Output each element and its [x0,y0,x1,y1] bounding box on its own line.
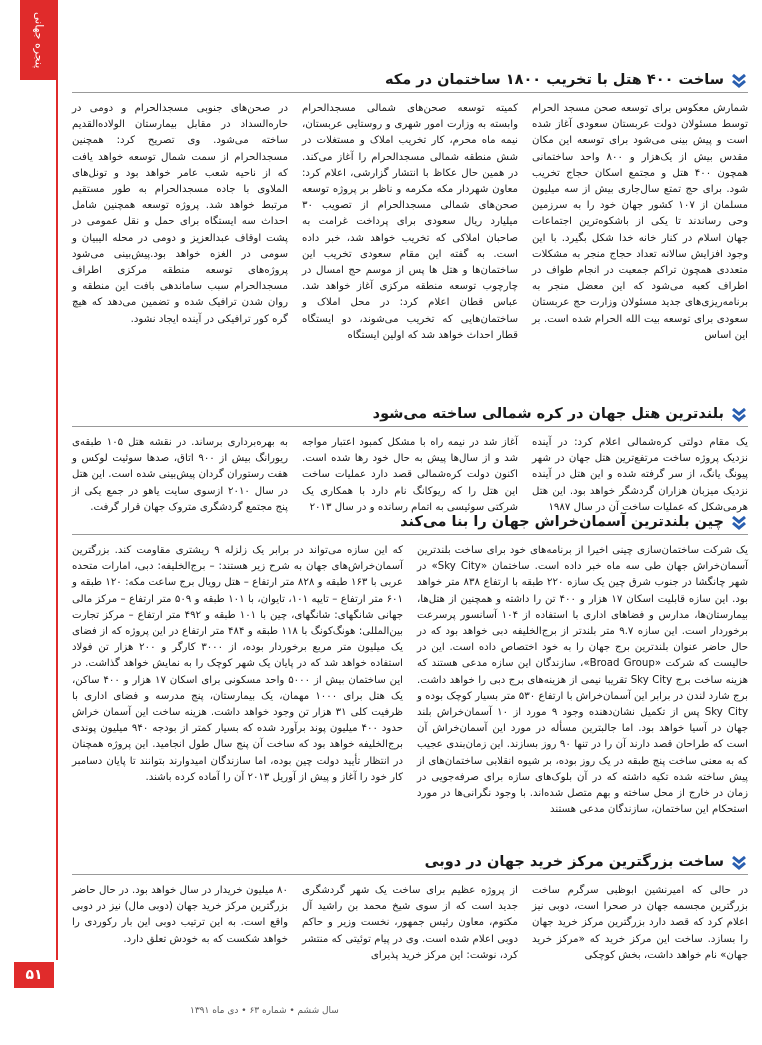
article-column [532,101,748,344]
sidebar-rule [56,80,58,960]
double-chevron-icon [730,72,748,90]
article-column [417,543,748,818]
article-title: بلندترین هتل جهان در کره شمالی ساخته می‌شود [372,406,724,422]
page-number: ۵۱ [14,962,54,988]
article-columns [72,101,748,344]
section-label: پنجره جهانی [32,11,46,69]
column-text: یک شرکت ساختمان‌سازی چینی اخیرا از برنامه‌های خود برای ساخت بلندترین آسمان‌خراش جهان طی سه ماه خبر داده است. ساختمان «Sky City» در شهر چانگشا در جنوب شرق چین یک سازه ۲۲۰ طبقه با ارتفاع ۸۳۸ متر خواهد بود. این سازه قابلیت اسکان ۱۷ هزار و ۴۰۰ تن را داشته و همچنین از هتل‌ها، بیمارستان‌ها، مدارس و فضاهای اداری با استفاده از ۱۰۴ آسانسور پرسرعت برخوردار است. این سازه ۹.۷ متر بلندتر از برج‌الخلیفه دبی خواهد بود که در حال حاضر عنوان بلندترین برج جهان را به خود اختصاص داده است. این در حالیست که شرکت «Broad Group»، سازندگان این سازه مدعی هستند که هزینه ساخت برج Sky City تقریبا نیمی از هزینه‌های برج دبی را خواهد داشت. برج شارد لندن در برابر این آسمان‌خراش با ارتفاع ۵۳۰ متر بسیار کوچک بوده و Sky City پس از تکمیل نشان‌دهنده وجود ۹ مورد از ۱۰ آسمان‌خراش بلند جهان در آسیا خواهد بود. اما جالبترین مسأله در مورد این آسمان‌خراش آن است که طراحان قصد دارند آن را در تنها ۹۰ روز بسازند. این زمان‌بندی عجیب که به معنی ساخت پنج طبقه در یک روز بوده، بر شیوه انقلابی ساختمان‌های از پیش ساخته شده تکیه داشته که در آن بلوک‌های سازه برای صرفه‌جویی در زمان در خارج از محل ساخته و بهم متصل شده‌اند. با وجود نگرانی‌ها در مورد استحکام این ساختمان، سازندگان مدعی هستند [416,545,748,816]
article-column [72,101,288,344]
column-text: ۸۰ میلیون خریدار در سال خواهد بود. در حال حاضر بزرگترین مرکز خرید جهان (دوبی مال) نیز در دوبی واقع است. به این ترتیب دوبی این بار رکوردی را خواهد شکست که به خودش تعلق دارد. [72,885,288,945]
article-column [72,543,403,818]
column-text: کمیته توسعه صحن‌های شمالی مسجدالحرام وابسته به وزارت امور شهری و روستایی عربستان، نیمه ماه محرم، کار تخریب املاک و مستغلات در شش منطقه شمالی مسجدالحرام را آغاز می‌کند. در همین حال عکاظ با انتشار گزارشی، اعلام کرد: معاون شهردار مکه مکرمه و ناظر بر پروژه توسعه صحن‌های شمالی مسجدالحرام از تصویب ۳۰ میلیارد ریال سعودی برای پرداخت غرامت به صاحبان املاکی که تخریب خواهد شد، خبر داده است. به گفته این مقام سعودی تخریب این ساختمان‌ها و هتل ها پس از موسم حج امسال در چارچوب توسعه منطقه مرکزی آغاز خواهد شد. عباس قطان اعلام کرد: در محل املاک و ساختمان‌هایی که تخریب می‌شوند، دو ایستگاه قطار احداث خواهد شد که اولین ایستگاه [302,103,518,341]
article-headline [72,70,748,93]
double-chevron-icon [730,406,748,424]
issue-info: سال ششم • شماره ۶۳ • دی ماه ۱۳۹۱ [190,1006,339,1016]
article-headline [72,404,748,427]
article-title: ساخت بزرگترین مرکز خرید جهان در دوبی [424,854,724,870]
column-text: در صحن‌های جنوبی مسجدالحرام و دومی در حاره‌السداد در مقابل بیمارستان الولاده‌القدیم ساخته می‌شود. وی تصریح کرد: همچنین مسجدالحرام از سمت شمال توسعه خواهد یافت که از ناحیه شعب عامر خواهد بود و تونل‌های الملاوی با جاده مسجدالحرام به طور مستقیم مرتبط خواهد شد. پروژه توسعه همچنین شامل احداث سه ایستگاه برای حمل و نقل عمومی در پشت اوقاف عبدالعزیز و دومی در محله الیبیان و سومی در الغزه خواهد بود.پیش‌بینی می‌شود پروژه‌های توسعه منطقه مرکزی اطراف مسجدالحرام سبب ساماندهی بافت این منطقه و روان شدن ترافیک شده و تضمین می‌دهد که هیچ گره کور ترافیکی در آینده ایجاد نشود. [72,103,288,325]
column-text: که این سازه می‌تواند در برابر یک زلزله ۹ ریشتری مقاومت کند. بزرگترین آسمان‌خراش‌های جهان به شرح زیر هستند: – برج‌الخلیفه: دبی، امارات متحده عربی با ۱۶۳ طبقه و ۸۲۸ متر ارتفاع – هتل رویال برج ساعت مکه: ۱۲۰ طبقه و ۶۰۱ متر ارتفاع – تایپه ۱۰۱، تایوان، با ۱۰۱ طبقه و ۵۰۹ متر ارتفاع – مرکز مالی جهانی شانگهای: شانگهای، چین با ۱۰۱ طبقه و ۴۹۲ متر ارتفاع – مرکز تجارت بین‌المللی: هونگ‌کونگ با ۱۱۸ طبقه و ۴۸۴ متر ارتفاع در این پروژه که از فضای یک میلیون متر مربع برخوردار بوده، از ۳۰۰۰ کارگر و ۲۰۰ هزار تن فولاد استفاده خواهد شد که در پایان یک شهر کوچک را به نمایش خواهد گذاشت. در این ساختمان بیش از ۵۰۰۰ واحد مسکونی برای اسکان ۱۷ هزار و ۴۰۰ ساکن، یک هتل برای ۱۰۰۰ مهمان، یک بیمارستان، پنج مدرسه و فضای اداری با ظرفیت کلی ۳۱ هزار تن وجود خواهد داشت. هزینه ساخت این آسمان خراش حدود ۴۰۰ میلیون پوند برآورد شده که بسیار کمتر از بودجه ۹۴۰ میلیون پوندی برج‌الخلیفه خواهد بود که ساخت آن پنج سال طول انجامید. این پروژه همچنان در انتظار تأیید دولت چین بوده، اما سازندگان امیدوارند بتوانند تا پایان دسامبر کار خود را آغاز و پیش از آوریل ۲۰۱۳ آن را آماده کرده باشند. [72,545,404,783]
article-column [302,883,518,964]
article-column [302,101,518,344]
column-text: به بهره‌برداری برساند. در نقشه هتل ۱۰۵ طبقه‌ی ریورانگ بیش از ۹۰۰ اتاق، صدها سوئیت لوکس و هفت رستوران گردان پیش‌بینی شده است. این هتل در سال ۲۰۱۰ ازسوی سایت یاهو در جمع یکی از پنج مجتمع گردشگری متروک جهان قرار گرفت. [72,437,289,513]
article-dubai-mall [72,852,748,964]
article-mecca-hotels [72,70,748,344]
article-title: چین بلندترین آسمان‌خراش جهان را بنا می‌کند [400,514,724,530]
column-text: از پروژه عظیم برای ساخت یک شهر گردشگری جدید است که از سوی شیخ محمد بن راشید آل مکتوم، معاون رئیس جمهور، نخست وزیر و حاکم دوبی اعلام شده است. وی در پیام توئیتی که منتشر کرد، نوشت: این مرکز خرید پذیرای [302,885,518,961]
article-headline [72,852,748,875]
column-text: یک مقام دولتی کره‌شمالی اعلام کرد: در آینده نزدیک پروژه ساخت مرتفع‌ترین هتل جهان در شهر پیونگ یانگ، از سر گرفته شده و این هتل در آینده نزدیک میزبان هزاران گردشگر خواهد بود. این هتل هرمی‌شکل که عملیات ساخت آن در سال ۱۹۸۷ [532,437,748,513]
article-title: ساخت ۴۰۰ هتل با تخریب ۱۸۰۰ ساختمان در مکه [384,72,724,88]
article-columns [72,543,748,818]
article-column [72,883,288,964]
article-column [72,435,288,516]
article-column [532,435,748,516]
double-chevron-icon [730,514,748,532]
article-columns [72,435,748,516]
article-column [302,435,518,516]
article-column [532,883,748,964]
column-text: در حالی که امیرنشین ابوظبی سرگرم ساخت بزرگترین مجسمه جهان در صحرا است، دوبی نیز اعلام کرد که قصد دارد بزرگترین مرکز خرید جهان را بسازد. ساخت این مرکز خرید که «مرکز خرید جهان» نام خواهد داشت، بخش کوچکی [532,885,748,961]
article-china-skyscraper [72,512,748,818]
double-chevron-icon [730,854,748,872]
article-north-korea-hotel [72,404,748,516]
article-columns [72,883,748,964]
section-tag [20,0,58,80]
page-sidebar [0,0,58,1045]
column-text: شمارش معکوس برای توسعه صحن مسجد الحرام توسط مسئولان دولت عربستان سعودی آغاز شده است و پیش بینی می‌شود برای توسعه این مکان مقدس بیش از یک‌هزار و ۸۰۰ واحد ساختمانی همچون ۴۰۰ هتل و مجتمع اسکان حجاج تخریب شود. برای حج تمتع سال‌جاری بیش از سه میلیون مسلمان از ۱۰۷ کشور جهان خود را به سرزمین وحی رساندند تا یکی از باشکوه‌ترین اجتماعات جهان اسلام در کنار خانه خدا شکل بگیرد. با این وجود افزایش سالانه تعداد حجاج منجر به مشکلات متعددی همچون تراکم جمعیت در انجام طواف در اطراف کعبه می‌شود که این معضل منجر به برنامه‌ریزی‌های جدید مسئولان وزارت حج عربستان سعودی برای توسعه بیت الله الحرام شده است. بر این اساس [532,103,748,341]
article-headline [72,512,748,535]
column-text: آغاز شد در نیمه راه با مشکل کمبود اعتبار مواجه شد و از سال‌ها پیش به حال خود رها شده است. اکنون دولت کره‌شمالی قصد دارد عملیات ساخت این هتل را که ریوکانگ نام دارد با همکاری یک شرکتی سوئیسی به اتمام رسانده و در سال ۲۰۱۳ [302,437,518,513]
